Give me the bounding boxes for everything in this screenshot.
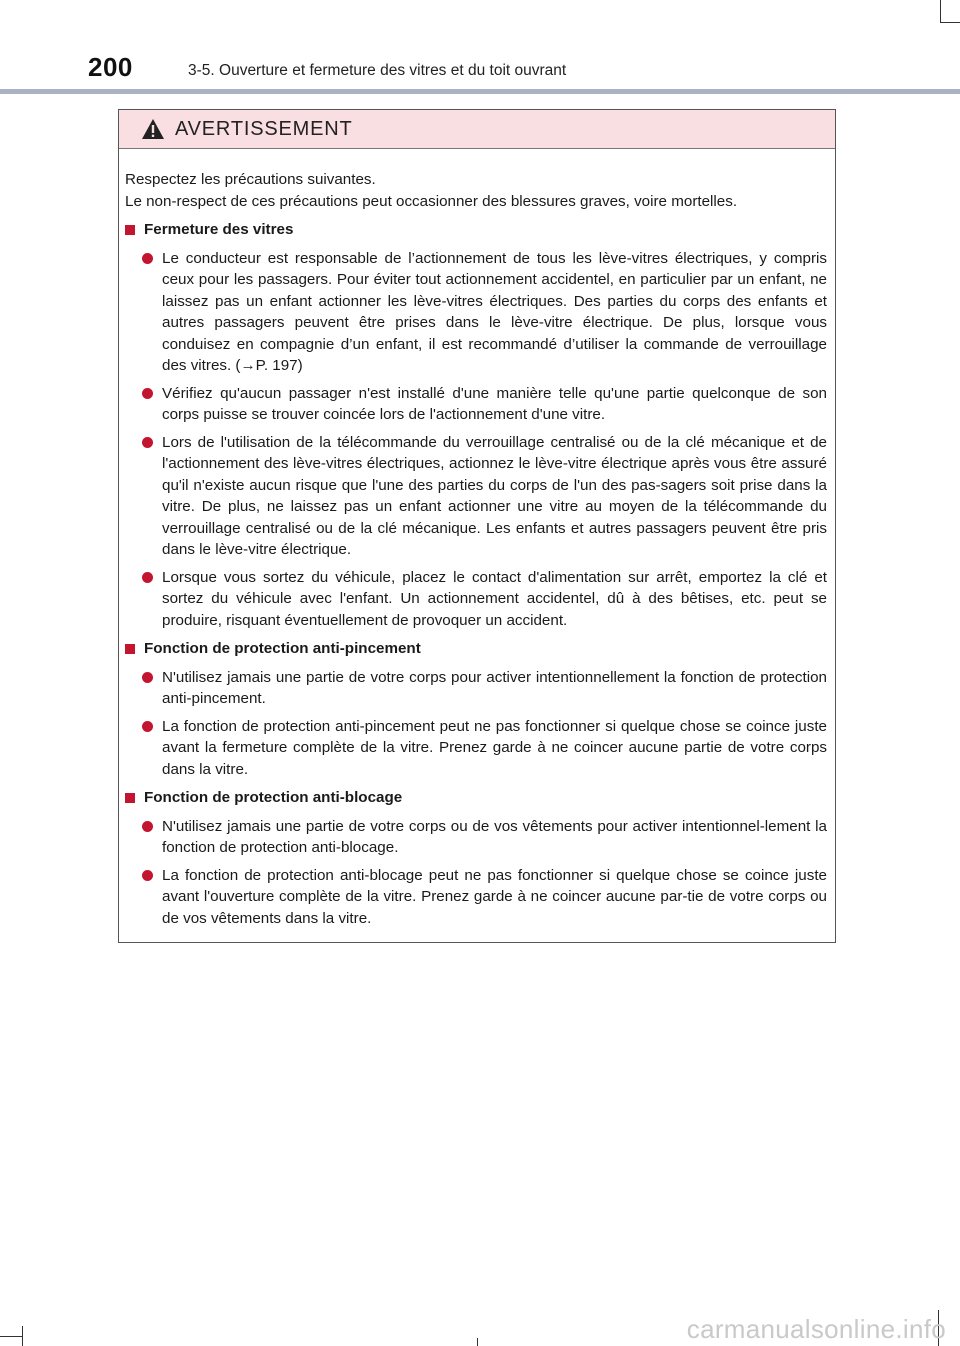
warning-intro xyxy=(125,169,827,212)
red-dot-icon xyxy=(142,388,153,399)
section-heading-anti-blocage xyxy=(125,787,827,809)
warning-title: AVERTISSEMENT xyxy=(175,118,353,140)
red-dot-icon xyxy=(142,253,153,264)
list-item xyxy=(125,816,827,859)
list-item xyxy=(125,865,827,930)
red-square-icon xyxy=(125,644,135,654)
header-rule xyxy=(0,89,960,94)
crop-mark xyxy=(477,1338,478,1346)
warning-box xyxy=(118,109,836,943)
warning-header xyxy=(119,110,835,149)
section-heading-fermeture xyxy=(125,219,827,241)
section-heading-label: Fonction de protection anti-pincement xyxy=(144,640,421,657)
list-item xyxy=(125,432,827,561)
warning-body xyxy=(119,149,835,929)
watermark: carmanualsonline.info xyxy=(686,1314,946,1344)
list-item-text: Le conducteur est responsable de l’actionnement de tous les lève-vitres électriques, y compris ceux pour les passagers. Pour éviter tout actionnement accidentel, en particulier par un enfant, ne laissez pas un enfant actionner les lève-vitres électriques. Des parties du corps des enfants et autres passagers peuvent être prises dans le lève-vitre électrique. De plus, lorsque vous conduisez en compagnie d’un enfant, il est recommandé d’utiliser la commande de verrouillage des vitres. (→P. 197) xyxy=(162,249,827,374)
crop-mark xyxy=(940,22,960,23)
section-heading-anti-pincement xyxy=(125,638,827,660)
page-number: 200 xyxy=(88,52,133,82)
section-heading-label: Fermeture des vitres xyxy=(144,221,294,238)
list-item-text: N'utilisez jamais une partie de votre corps pour activer intentionnellement la fonction de protection anti-pincement. xyxy=(162,668,827,707)
red-square-icon xyxy=(125,225,135,235)
section-heading-label: Fonction de protection anti-blocage xyxy=(144,789,403,806)
intro-line: Respectez les précautions suivantes. xyxy=(125,171,376,188)
crop-mark xyxy=(0,1336,22,1337)
red-square-icon xyxy=(125,793,135,803)
section-title: 3-5. Ouverture et fermeture des vitres et du toit ouvrant xyxy=(188,62,567,79)
list-item-text: Vérifiez qu'aucun passager n'est installé d'une manière telle qu'une partie quelconque de son corps puisse se trouver coincée lors de l'actionnement d'une vitre. xyxy=(162,384,827,423)
list-item xyxy=(125,567,827,632)
list-item-text: Lorsque vous sortez du véhicule, placez le contact d'alimentation sur arrêt, emportez la clé et sortez du véhicule avec l'enfant. Un actionnement accidentel, dû à des bêtises, etc. peut se produire, risquant éventuellement de provoquer un accident. xyxy=(162,568,827,629)
intro-line: Le non-respect de ces précautions peut occasionner des blessures graves, voire mortelles. xyxy=(125,192,738,210)
list-item-text: Lors de l'utilisation de la télécommande du verrouillage centralisé ou de la clé mécanique et de l'actionnement des lève-vitres électriques, actionnez le lève-vitre électrique après vous être assuré qu'il n'existe aucun risque que l'une des parties du corps de l'un des pas-sagers soit prise dans la vitre. De plus, ne laissez pas un enfant actionner une vitre au moyen de la télécommande du verrouillage centralisé ou de la clé mécanique. Les enfants et autres passagers peuvent être pris dans le lève-vitre électrique. xyxy=(162,433,827,558)
list-item xyxy=(125,383,827,426)
list-item-text: N'utilisez jamais une partie de votre corps ou de vos vêtements pour activer intentionnel-lement la fonction de protection anti-blocage. xyxy=(162,817,827,856)
page-header xyxy=(0,0,960,96)
list-item xyxy=(125,667,827,710)
crop-mark xyxy=(22,1326,23,1346)
red-dot-icon xyxy=(142,821,153,832)
list-item-text: La fonction de protection anti-blocage peut ne pas fonctionner si quelque chose se coince juste avant l'ouverture complète de la vitre. Prenez garde à ne coincer aucune par-tie de votre corps ou de vos vêtements dans la vitre. xyxy=(162,866,827,927)
red-dot-icon xyxy=(142,721,153,732)
list-item-text: La fonction de protection anti-pincement peut ne pas fonctionner si quelque chose se coince juste avant la fermeture complète de la vitre. Prenez garde à ne coincer aucune partie de votre corps dans la vitre. xyxy=(162,717,827,778)
warning-triangle-icon xyxy=(141,118,165,140)
red-dot-icon xyxy=(142,572,153,583)
red-dot-icon xyxy=(142,870,153,881)
list-item xyxy=(125,716,827,781)
list-item xyxy=(125,248,827,377)
crop-mark xyxy=(940,0,941,22)
red-dot-icon xyxy=(142,437,153,448)
red-dot-icon xyxy=(142,672,153,683)
